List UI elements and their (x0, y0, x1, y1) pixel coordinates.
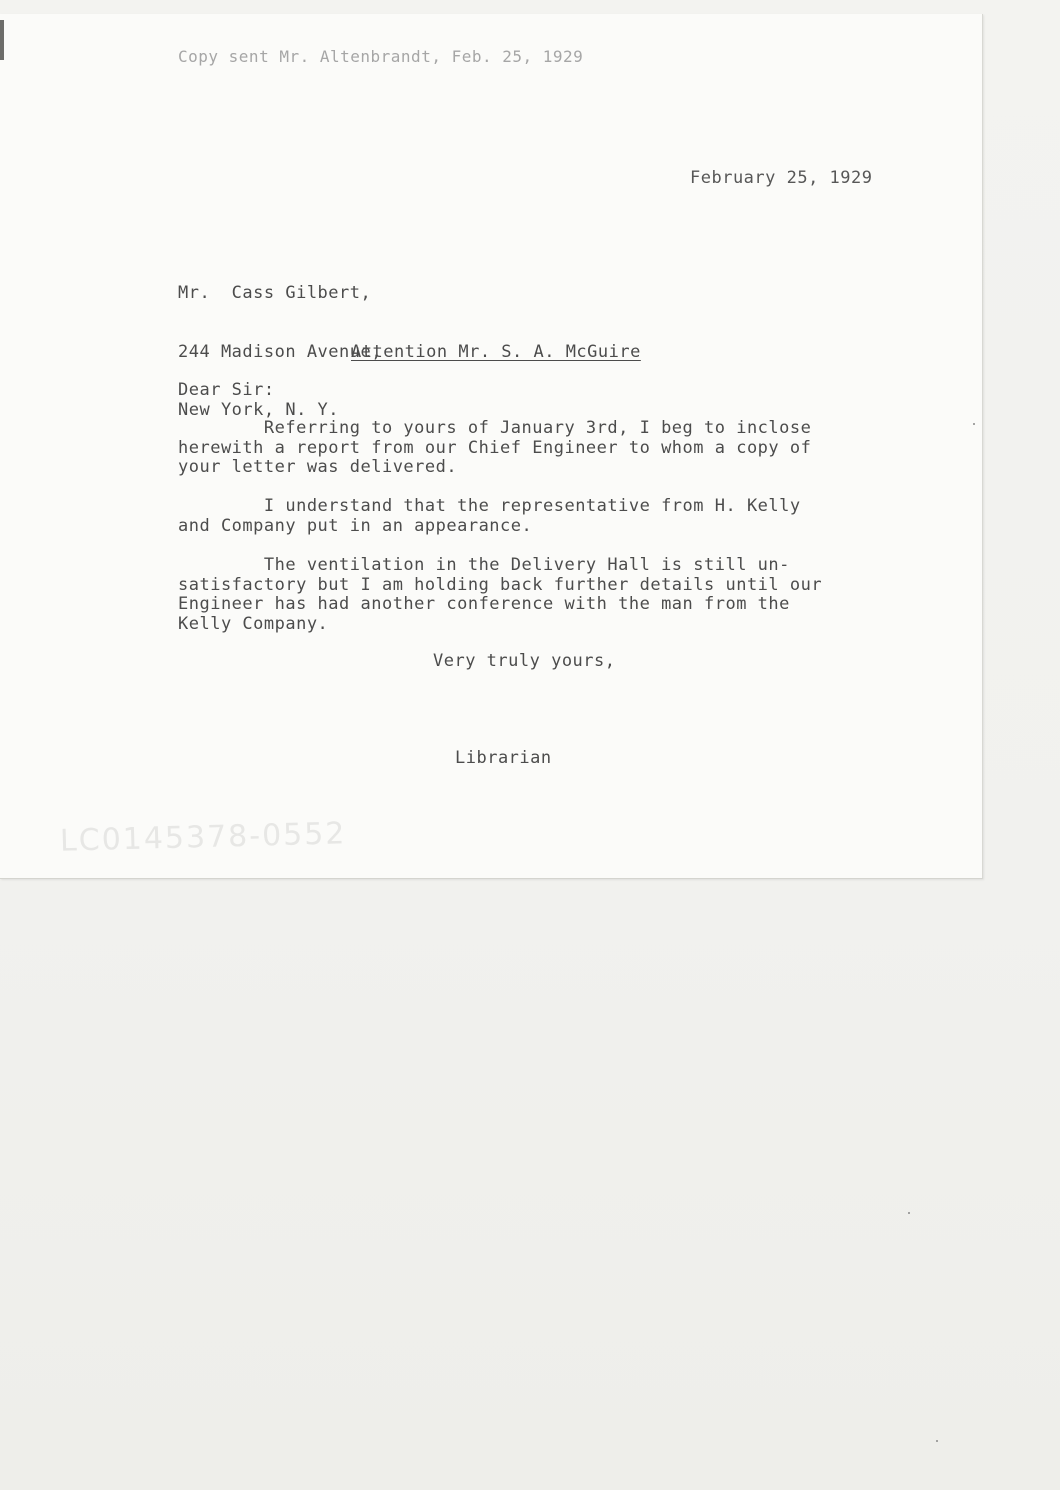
archive-stamp: LC0145378-0552 (59, 816, 347, 859)
letter-date: February 25, 1929 (690, 168, 873, 188)
copy-note: Copy sent Mr. Altenbrandt, Feb. 25, 1929 (178, 47, 584, 66)
paper-speck (908, 1212, 910, 1214)
paper-speck (936, 1440, 938, 1442)
address-line: Mr. Cass Gilbert, (178, 283, 372, 303)
closing: Very truly yours, (433, 651, 616, 671)
body-paragraph: The ventilation in the Delivery Hall is still un- satisfactory but I am holding back further details until our Engineer has had another conference with the man from the Kelly Company. (178, 555, 823, 634)
salutation: Dear Sir: (178, 380, 275, 400)
address-line: New York, N. Y. (178, 400, 340, 420)
signature: Librarian (455, 748, 552, 768)
address-line: 244 Madison Avenue, (178, 341, 382, 362)
paper-speck (973, 423, 975, 425)
page-edge-shadow (0, 20, 4, 60)
attention-line: Attention Mr. S. A. McGuire (351, 342, 641, 362)
body-paragraph: I understand that the representative from H. Kelly and Company put in an appearance. (178, 496, 801, 536)
body-paragraph: Referring to yours of January 3rd, I beg to inclose herewith a report from our Chief Engineer to whom a copy of your letter was delivered. (178, 418, 812, 477)
